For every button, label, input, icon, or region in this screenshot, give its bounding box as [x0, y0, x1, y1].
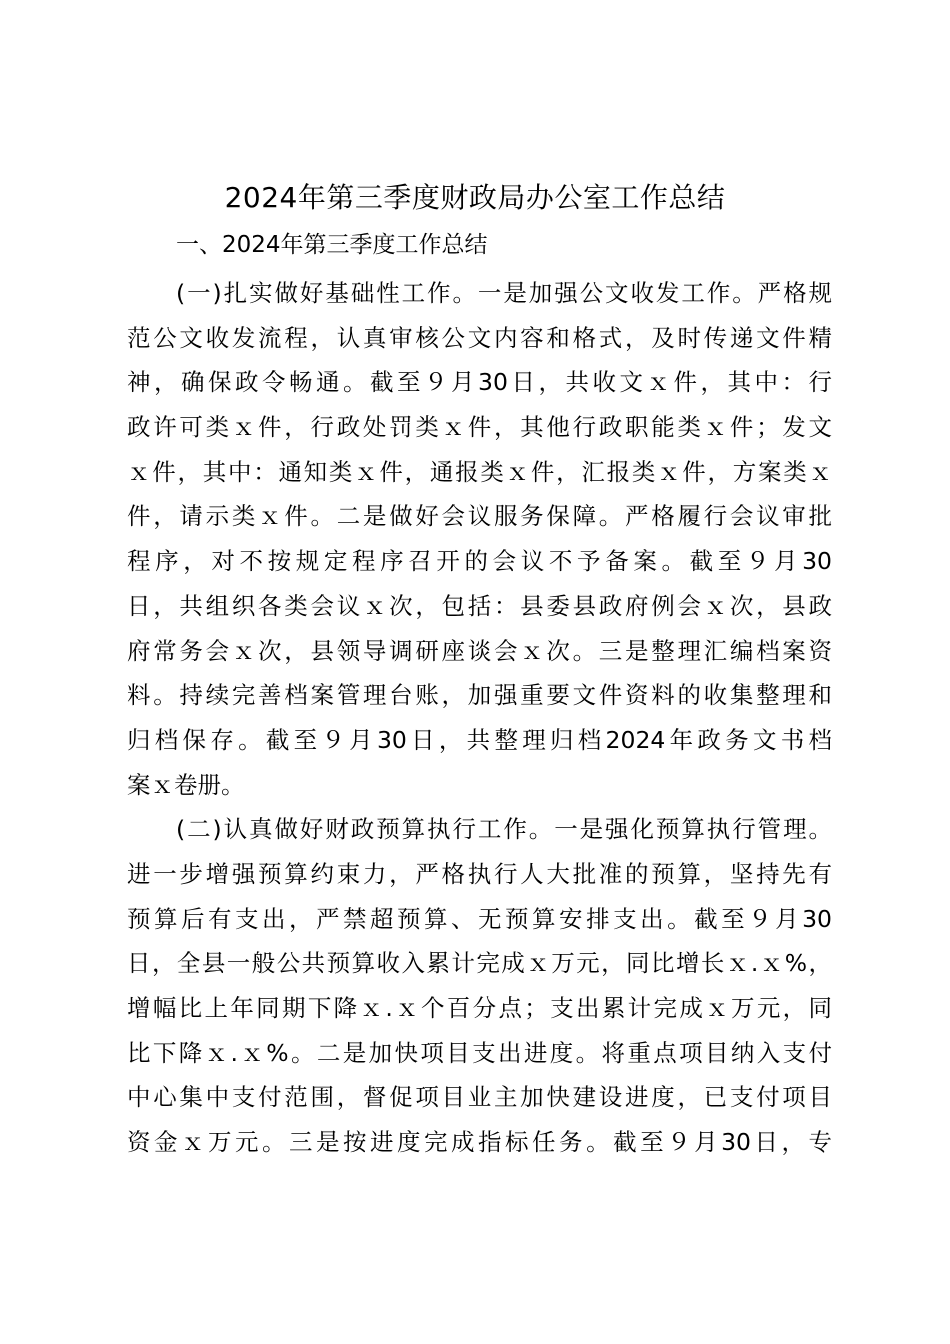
paragraph-1-line-7: 程序，对不按规定程序召开的会议不予备案。截至９月30 [127, 547, 832, 576]
document-title: 2024年第三季度财政局办公室工作总结 [224, 181, 726, 214]
paragraph-1-line-3: 神，确保政令畅通。截至９月30日，共收文ｘ件，其中：行 [127, 368, 832, 397]
paragraph-2-line-4: 日，全县一般公共预算收入累计完成ｘ万元，同比增长ｘ.ｘ%， [127, 949, 832, 978]
paragraph-2-line-8: 资金ｘ万元。三是按进度完成指标任务。截至９月30日，专 [127, 1128, 832, 1157]
section-heading: 一、2024年第三季度工作总结 [176, 232, 488, 258]
paragraph-2-line-1: (二)认真做好财政预算执行工作。一是强化预算执行管理。 [176, 815, 832, 844]
paragraph-2-line-2: 进一步增强预算约束力，严格执行人大批准的预算，坚持先有 [127, 859, 832, 888]
paragraph-1-line-8: 日，共组织各类会议ｘ次，包括：县委县政府例会ｘ次，县政 [127, 591, 832, 620]
paragraph-2-line-5: 增幅比上年同期下降ｘ.ｘ个百分点；支出累计完成ｘ万元，同 [127, 994, 832, 1022]
paragraph-1-line-1: (一)扎实做好基础性工作。一是加强公文收发工作。严格规 [176, 279, 832, 307]
paragraph-2-line-6: 比下降ｘ.ｘ%。二是加快项目支出进度。将重点项目纳入支付 [127, 1038, 832, 1067]
paragraph-1-line-11: 归档保存。截至９月30日，共整理归档2024年政务文书档 [127, 725, 832, 754]
paragraph-2-line-3: 预算后有支出，严禁超预算、无预算安排支出。截至９月30 [127, 904, 832, 933]
paragraph-1-line-5: ｘ件，其中：通知类ｘ件，通报类ｘ件，汇报类ｘ件，方案类ｘ [127, 457, 832, 486]
paragraph-1-line-10: 料。持续完善档案管理台账，加强重要文件资料的收集整理和 [127, 681, 832, 710]
paragraph-1-line-6: 件，请示类ｘ件。二是做好会议服务保障。严格履行会议审批 [127, 502, 832, 531]
paragraph-2-line-7: 中心集中支付范围，督促项目业主加快建设进度，已支付项目 [127, 1083, 832, 1112]
paragraph-1-line-4: 政许可类ｘ件，行政处罚类ｘ件，其他行政职能类ｘ件；发文 [127, 413, 832, 442]
paragraph-1-line-12: 案ｘ卷册。 [127, 770, 245, 799]
document-body [127, 271, 832, 1165]
paragraph-1-line-9: 府常务会ｘ次，县领导调研座谈会ｘ次。三是整理汇编档案资 [127, 636, 832, 665]
paragraph-1-line-2: 范公文收发流程，认真审核公文内容和格式，及时传递文件精 [127, 323, 832, 352]
